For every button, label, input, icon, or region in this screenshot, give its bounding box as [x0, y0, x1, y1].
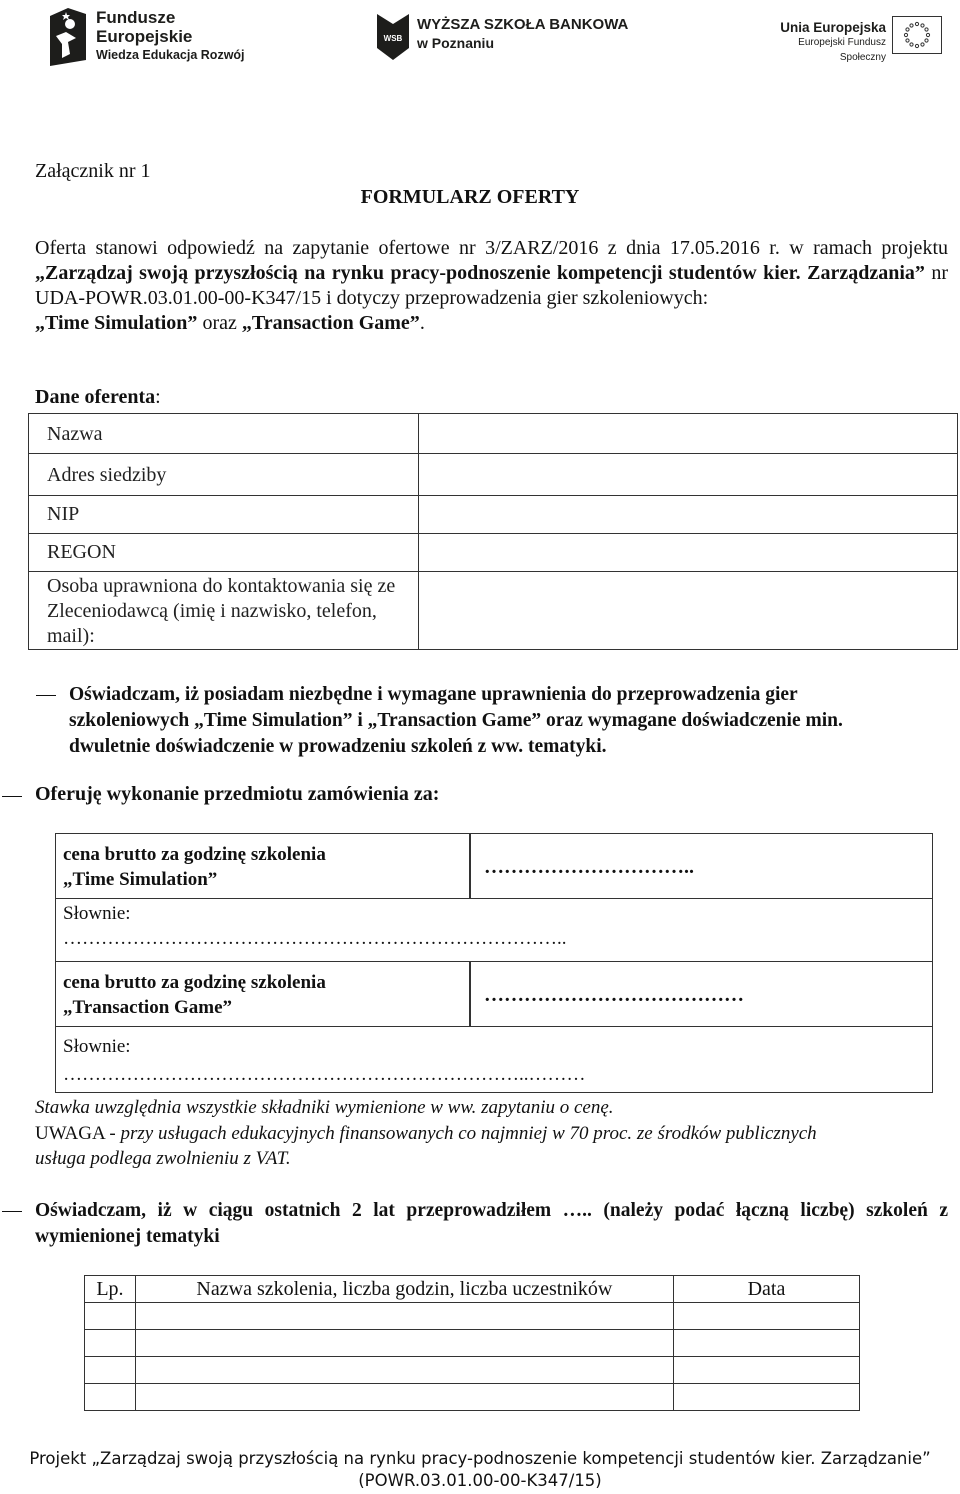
dane-oferenta-table [28, 413, 958, 650]
price2-value-field[interactable]: ………………………………… [484, 984, 744, 1006]
cell-nazwa[interactable] [135, 1357, 673, 1384]
wsb-logo [375, 12, 635, 64]
dash-bullet [2, 796, 22, 797]
intro-text-2: nr UDA-POWR.03.01.00-00-K347/15 i dotyczy przeprowadzenia gier szkoleniowych: [35, 262, 948, 309]
footer [0, 1448, 960, 1492]
row-label-osoba: Osoba uprawniona do kontaktowania się ze Zleceniodawcą (imię i nazwisko, telefon, mail): [29, 572, 419, 650]
fe-emblem-icon [46, 6, 90, 68]
footer-line2: (POWR.03.01.00-00-K347/15) [358, 1471, 602, 1490]
table-row [85, 1357, 860, 1384]
row-label-regon: REGON [29, 534, 419, 572]
wsb-line2: w Poznaniu [417, 35, 494, 51]
price2-words-field[interactable]: ………………………………………………………………..……… [63, 1064, 586, 1085]
price1-value-field[interactable]: ………………………….. [484, 856, 694, 878]
game-time-simulation: „Time Simulation” [35, 312, 198, 334]
note-uwaga-prefix: UWAGA - [35, 1123, 121, 1144]
field-nazwa[interactable] [418, 414, 958, 454]
field-adres[interactable] [418, 454, 958, 496]
cell-data[interactable] [673, 1384, 859, 1411]
cell-lp[interactable] [85, 1330, 136, 1357]
note-stawka: Stawka uwzględnia wszystkie składniki wymienione w ww. zapytaniu o cenę. [35, 1097, 614, 1118]
row-label-nazwa: Nazwa [29, 414, 419, 454]
intro-paragraph [35, 236, 948, 336]
unia-europejska-logo [752, 16, 942, 63]
price2-label-line2: „Transaction Game” [63, 997, 233, 1018]
dash-bullet [2, 1211, 22, 1212]
fe-line2: Europejskie [96, 27, 193, 46]
statement-uprawnienia: Oświadczam, iż posiadam niezbędne i wymagane uprawnienia do przeprowadzenia gier szkoleniowych „Time Simulation” i „Transaction Game” oraz wymagane doświadczenie min. dwuletnie doświadczenie w prowadzeniu szkoleń z ww. tematyki. [69, 684, 843, 757]
field-osoba[interactable] [418, 572, 958, 650]
cell-lp[interactable] [85, 1357, 136, 1384]
fe-line1: Fundusze [96, 8, 176, 27]
price2-label [63, 970, 326, 1020]
price2-label-line1: cena brutto za godzinę szkolenia [63, 972, 326, 993]
cell-nazwa[interactable] [135, 1330, 673, 1357]
attachment-label: Załącznik nr 1 [35, 160, 151, 182]
footer-line1: Projekt „Zarządzaj swoją przyszłością na rynku pracy-podnoszenie kompetencji studentów kier. Zarządzanie” [29, 1449, 931, 1468]
cell-lp[interactable] [85, 1303, 136, 1330]
intro-dot: . [419, 312, 425, 334]
price1-label [63, 842, 326, 892]
dane-oferenta-heading [35, 386, 161, 409]
intro-and: oraz [197, 312, 242, 334]
col-header-lp: Lp. [85, 1276, 136, 1303]
dane-label: Dane oferenta [35, 386, 156, 408]
table-row [85, 1330, 860, 1357]
wsb-line1: WYŻSZA SZKOŁA BANKOWA [417, 16, 629, 33]
form-title: FORMULARZ OFERTY [360, 186, 580, 208]
row-label-adres: Adres siedziby [29, 454, 419, 496]
fundusze-europejskie-logo [46, 6, 246, 70]
col-header-nazwa: Nazwa szkolenia, liczba godzin, liczba uczestników [135, 1276, 673, 1303]
cell-nazwa[interactable] [135, 1384, 673, 1411]
project-name: „Zarządzaj swoją przyszłością na rynku pracy-podnoszenie kompetencji studentów kier. Zarządzania” [35, 262, 925, 284]
wsb-badge: WSB [383, 34, 403, 43]
dash-bullet [36, 695, 56, 696]
cell-data[interactable] [673, 1357, 859, 1384]
table-row [85, 1303, 860, 1330]
price1-words-label: Słownie: [63, 903, 131, 924]
eu-flag-icon [892, 16, 942, 54]
price1-words-field[interactable]: …………………………………………………………………….. [63, 928, 567, 949]
price2-words-label: Słownie: [63, 1036, 131, 1057]
note-uwaga [35, 1121, 855, 1171]
offer-heading: Oferuję wykonanie przedmiotu zamówienia za: [35, 783, 440, 805]
cell-data[interactable] [673, 1303, 859, 1330]
cell-nazwa[interactable] [135, 1303, 673, 1330]
fe-line3: Wiedza Edukacja Rozwój [96, 48, 245, 62]
ue-line2: Europejski Fundusz Społeczny [798, 37, 886, 63]
dane-colon: : [155, 386, 161, 408]
intro-text-1: Oferta stanowi odpowiedź na zapytanie ofertowe nr 3/ZARZ/2016 z dnia 17.05.2016 r. w ramach projektu [35, 237, 948, 259]
field-nip[interactable] [418, 496, 958, 534]
field-regon[interactable] [418, 534, 958, 572]
row-label-nip: NIP [29, 496, 419, 534]
col-header-data: Data [673, 1276, 859, 1303]
cell-lp[interactable] [85, 1384, 136, 1411]
statement-liczba-szkolen: Oświadczam, iż w ciągu ostatnich 2 lat przeprowadziłem ….. (należy podać łączną liczbę) szkoleń z wymienionej tematyki [35, 1200, 948, 1247]
ue-line1: Unia Europejska [780, 20, 886, 35]
price1-label-line2: „Time Simulation” [63, 869, 218, 890]
game-transaction: „Transaction Game” [241, 312, 420, 334]
table-row [85, 1384, 860, 1411]
cell-data[interactable] [673, 1330, 859, 1357]
experience-table [84, 1275, 860, 1411]
price1-label-line1: cena brutto za godzinę szkolenia [63, 844, 326, 865]
note-uwaga-text: przy usługach edukacyjnych finansowanych co najmniej w 70 proc. ze środków publicznych usługa podlega zwolnieniu z VAT. [35, 1123, 817, 1169]
